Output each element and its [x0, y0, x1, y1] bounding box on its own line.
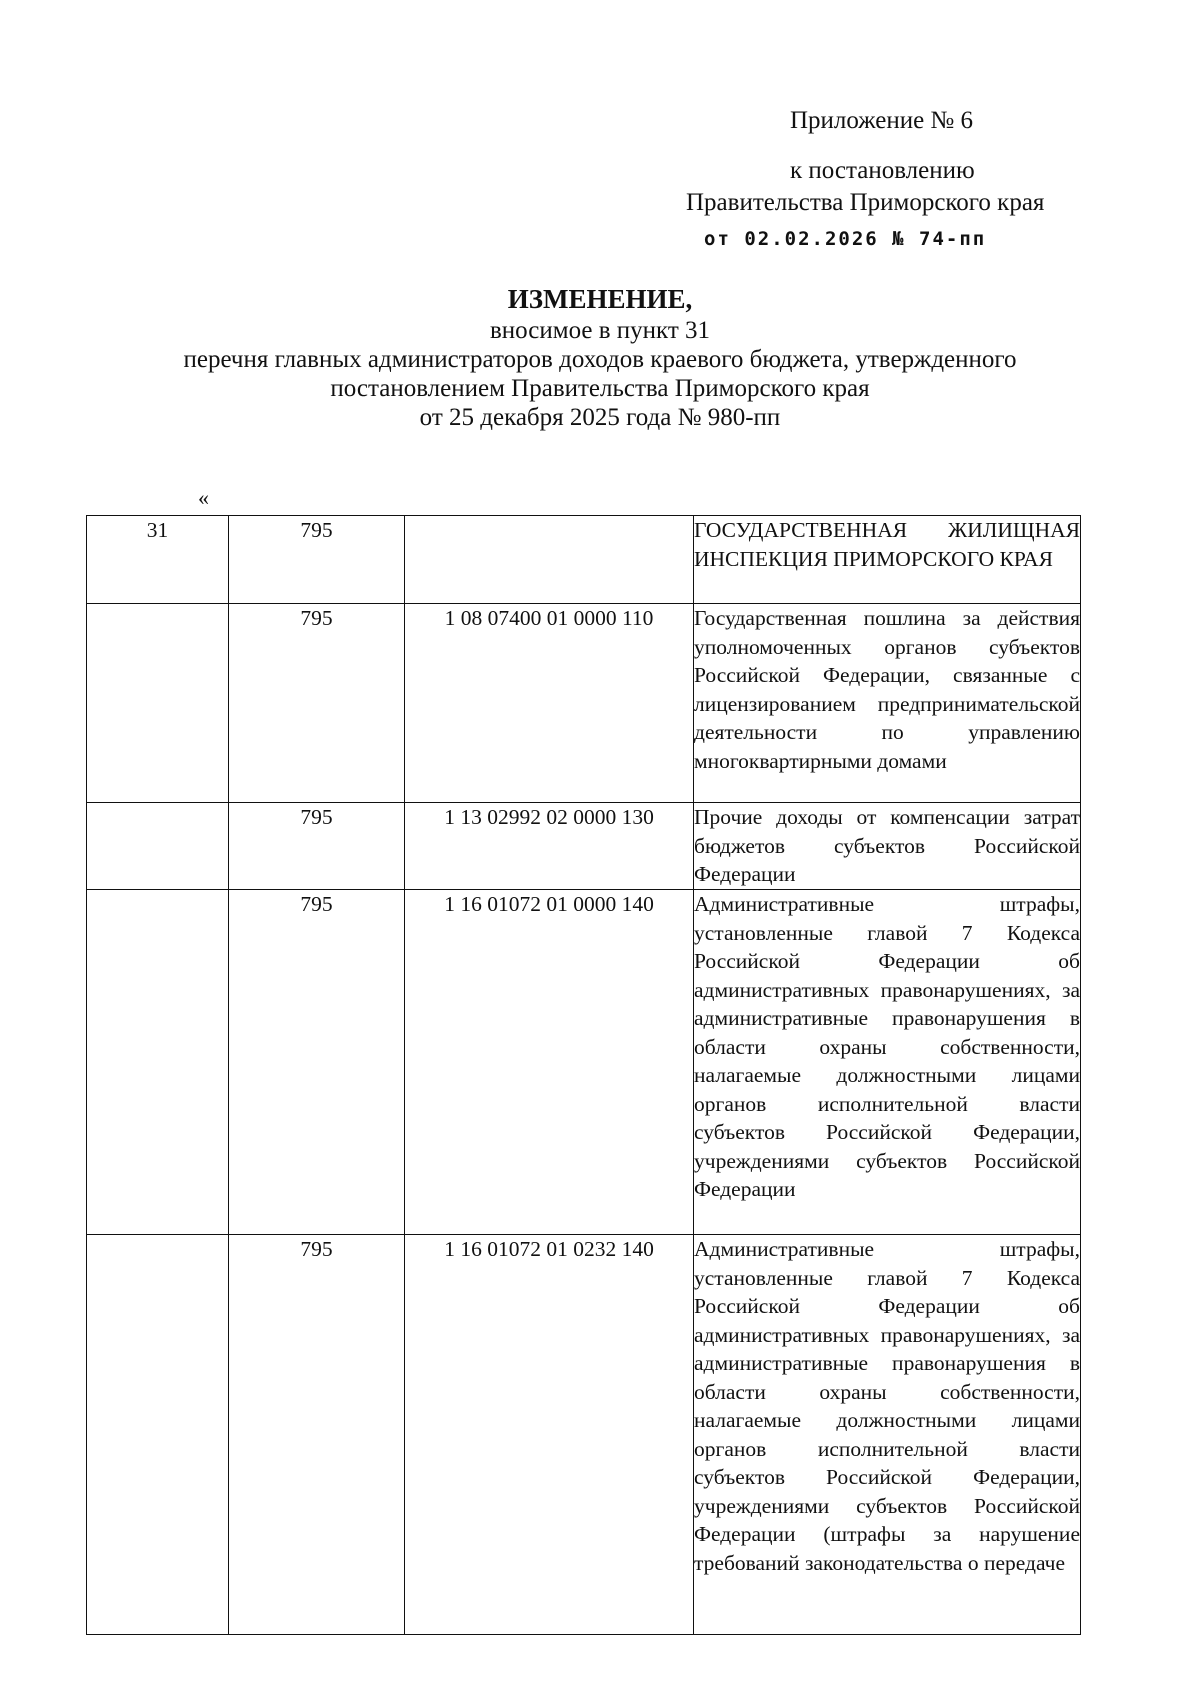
revenue-code-cell: 1 16 01072 01 0000 140	[405, 890, 694, 1235]
row-number-cell	[87, 890, 229, 1235]
revenue-name-cell: Административные штрафы, установленные главой 7 Кодекса Российской Федерации об административных правонарушениях, за административные правонарушения в области охраны собственности, налагаемые должностными лицами органов исполнительной власти субъектов Российской Федерации, учреждениями субъектов Российской Федерации (штрафы за нарушение требований законодательства о передаче	[694, 1235, 1081, 1635]
row-number-cell	[87, 803, 229, 890]
government-name: Правительства Приморского края	[686, 189, 1045, 216]
appendix-number: Приложение № 6	[790, 107, 974, 134]
to-resolution-label: к постановлению	[790, 157, 975, 184]
revenue-code-cell: 1 13 02992 02 0000 130	[405, 803, 694, 890]
title-line-3: постановлением Правительства Приморского края	[330, 375, 870, 402]
table-row	[87, 1235, 1081, 1635]
resolution-reference: от 02.02.2026 № 74-пп	[704, 228, 987, 250]
revenue-administrators-table	[86, 515, 1081, 1635]
table-row	[87, 604, 1081, 803]
administrator-code-cell: 795	[229, 604, 405, 803]
table-row	[87, 516, 1081, 604]
document-title	[80, 282, 1120, 432]
administrator-code-cell: 795	[229, 803, 405, 890]
revenue-code-cell	[405, 516, 694, 604]
title-line-4: от 25 декабря 2025 года № 980-пп	[419, 404, 781, 431]
row-number-cell	[87, 604, 229, 803]
row-number-cell	[87, 1235, 229, 1635]
administrator-code-cell: 795	[229, 890, 405, 1235]
title-line-2: перечня главных администраторов доходов краевого бюджета, утвержденного	[183, 346, 1017, 373]
table-row	[87, 803, 1081, 890]
revenue-name-cell: Прочие доходы от компенсации затрат бюджетов субъектов Российской Федерации	[694, 803, 1081, 890]
title-line-1: вносимое в пункт 31	[489, 317, 711, 344]
revenue-name-cell: Административные штрафы, установленные главой 7 Кодекса Российской Федерации об административных правонарушениях, за административные правонарушения в области охраны собственности, налагаемые должностными лицами органов исполнительной власти субъектов Российской Федерации, учреждениями субъектов Российской Федерации	[694, 890, 1081, 1235]
table-row	[87, 890, 1081, 1235]
revenue-code-cell: 1 16 01072 01 0232 140	[405, 1235, 694, 1635]
revenue-name-cell: ГОСУДАРСТВЕННАЯ ЖИЛИЩНАЯ ИНСПЕКЦИЯ ПРИМОРСКОГО КРАЯ	[694, 516, 1081, 604]
revenue-name-cell: Государственная пошлина за действия уполномоченных органов субъектов Российской Федерации, связанные с лицензированием предпринимательской деятельности по управлению многоквартирными домами	[694, 604, 1081, 803]
opening-quote-mark: «	[198, 485, 209, 510]
revenue-code-cell: 1 08 07400 01 0000 110	[405, 604, 694, 803]
title-heading: ИЗМЕНЕНИЕ,	[507, 284, 693, 314]
administrator-code-cell: 795	[229, 1235, 405, 1635]
administrator-code-cell: 795	[229, 516, 405, 604]
row-number-cell: 31	[87, 516, 229, 604]
